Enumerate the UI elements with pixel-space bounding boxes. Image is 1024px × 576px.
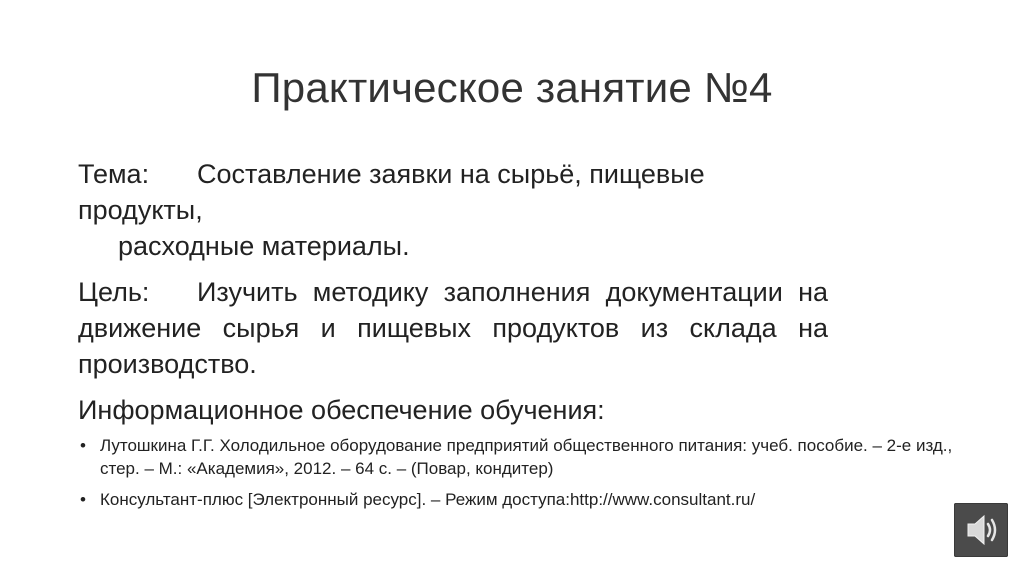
topic-text-line2: расходные материалы.	[118, 231, 410, 261]
info-heading: Информационное обеспечение обучения:	[78, 395, 605, 425]
spacer	[78, 264, 828, 274]
audio-button[interactable]	[954, 503, 1008, 557]
goal-text: Изучить методику заполнения документации на движение сырья и пищевых продуктов из склада на производство.	[78, 277, 828, 379]
speaker-icon	[954, 503, 1008, 557]
slide-content	[78, 156, 953, 519]
list-item	[78, 488, 958, 511]
bullet-icon: •	[80, 490, 86, 509]
list-item	[78, 434, 958, 480]
topic-paragraph	[78, 156, 828, 264]
spacer	[78, 382, 828, 392]
goal-label: Цель:	[78, 277, 150, 307]
goal-paragraph	[78, 274, 828, 382]
reference-list	[78, 434, 958, 511]
topic-text-line1: Составление заявки на сырьё, пищевые продукты,	[78, 159, 705, 225]
bullet-icon: •	[80, 436, 86, 455]
reference-text: Лутошкина Г.Г. Холодильное оборудование предприятий общественного питания: учеб. пособие. – 2-е изд., стер. – М.: «Академия», 2012. – 64 с. – (Повар, кондитер)	[100, 436, 953, 478]
slide-title: Практическое занятие №4	[251, 64, 773, 111]
topic-label: Тема:	[78, 159, 150, 189]
reference-text: Консультант-плюс [Электронный ресурс]. – Режим доступа:http://www.consultant.ru/	[100, 490, 756, 509]
